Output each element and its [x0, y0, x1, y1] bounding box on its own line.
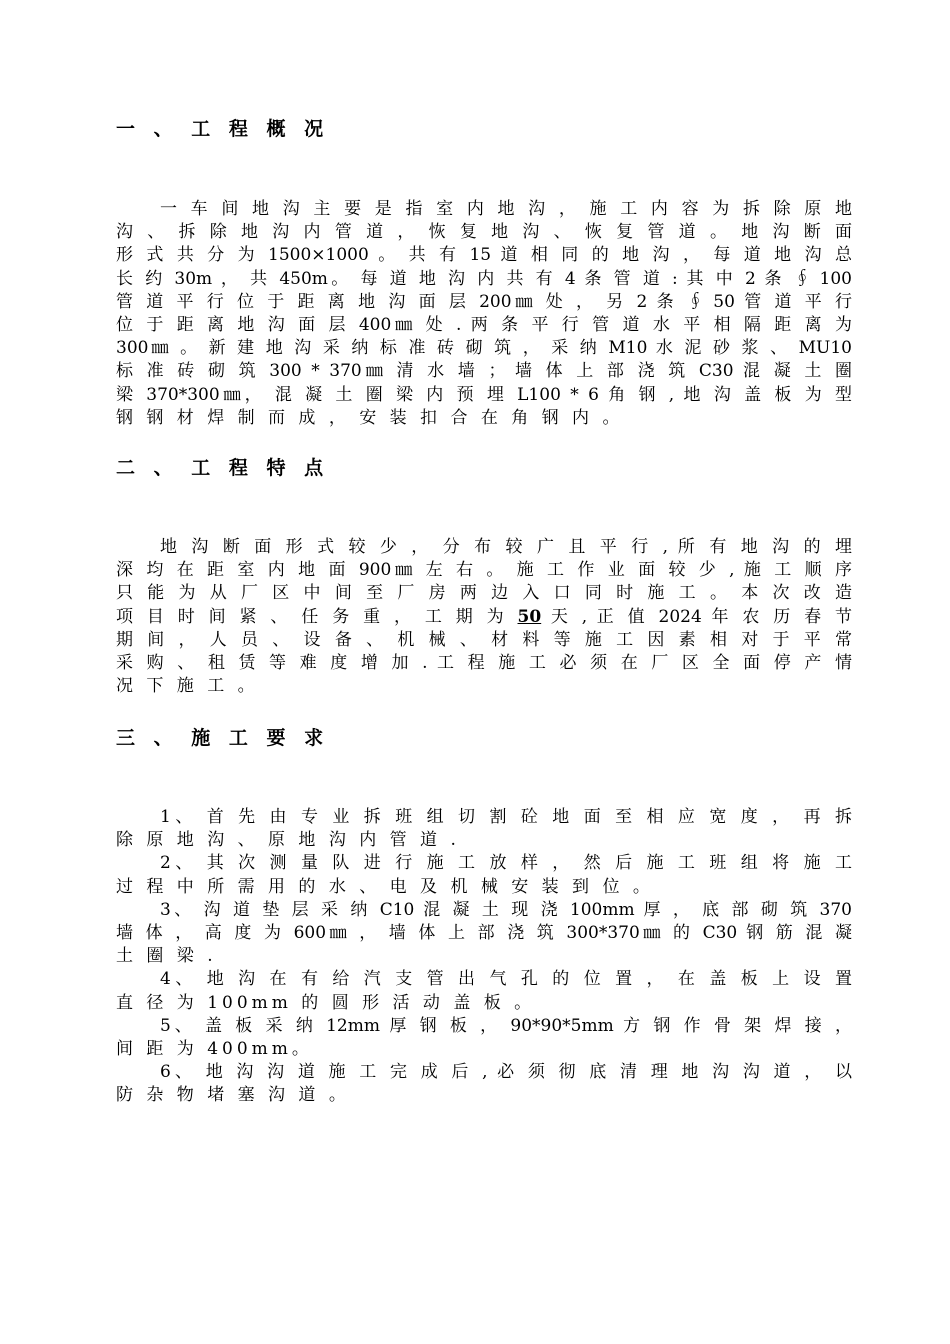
paragraph-line: 管 道 平 行 位 于 距 离 地 沟 面 层 200㎜ 处 ， 另 2 条 ∮ 50 管 道 平 行: [116, 291, 852, 312]
list-item-4: 4、 地 沟 在 有 给 汽 支 管 出 气 孔 的 位 置 ， 在 盖 板 上 设 置: [160, 969, 852, 990]
paragraph-line: 标 准 砖 砌 筑 300 * 370㎜ 清 水 墙 ； 墙 体 上 部 浇 筑 C30 混 凝 土 圈: [116, 361, 852, 382]
paragraph-line: 况 下 施 工 。: [116, 676, 259, 697]
paragraph-line: 300㎜ 。 新 建 地 沟 采 纳 标 准 砖 砌 筑 ， 采 纳 M10 水 泥 砂 浆 、 MU10: [116, 338, 852, 359]
paragraph-line: 深 均 在 距 室 内 地 面 900㎜ 左 右 。 施 工 作 业 面 较 少 , 施 工 顺 序: [116, 560, 852, 581]
paragraph-line-duration: [116, 606, 852, 629]
paragraph-line: 一 车 间 地 沟 主 要 是 指 室 内 地 沟 ， 施 工 内 容 为 拆 除 原 地: [160, 199, 852, 219]
paragraph-line: 只 能 为 从 厂 区 中 间 至 厂 房 两 边 入 口 同 时 施 工 。 本 次 改 造: [116, 583, 852, 604]
paragraph-line: 梁 370*300㎜， 混 凝 土 圈 梁 内 预 埋 L100 * 6 角 钢 , 地 沟 盖 板 为 型: [116, 384, 852, 405]
section-heading-overview: 一 、 工 程 概 况: [116, 118, 330, 140]
list-item-6: 6、 地 沟 沟 道 施 工 完 成 后 , 必 须 彻 底 清 理 地 沟 沟 道 ， 以: [160, 1062, 852, 1083]
duration-text-before: 项 目 时 间 紧 、 任 务 重 ， 工 期 为: [116, 606, 508, 627]
paragraph-line: 钢 钢 材 焊 制 而 成 ， 安 装 扣 合 在 角 钢 内 。: [116, 407, 624, 428]
paragraph-line: 形 式 共 分 为 1500×1000 。 共 有 15 道 相 同 的 地 沟 ， 每 道 地 沟 总: [116, 245, 852, 266]
section-heading-requirements: 三 、 施 工 要 求: [116, 727, 330, 749]
list-item-2: 2、 其 次 测 量 队 进 行 施 工 放 样 ， 然 后 施 工 班 组 将 施 工: [160, 853, 852, 874]
section-body-features: [116, 536, 852, 698]
duration-text-after: 天 , 正 值 2024 年 农 历 春 节: [550, 606, 852, 627]
list-item-3-cont: 墙 体 ， 高 度 为 600㎜ ， 墙 体 上 部 浇 筑 300*370㎜ 的 C30 钢 筋 混 凝: [116, 922, 852, 943]
list-item-2-cont: 过 程 中 所 需 用 的 水 、 电 及 机 械 安 装 到 位 。: [116, 876, 654, 897]
paragraph-line: 位 于 距 离 地 沟 面 层 400㎜ 处 . 两 条 平 行 管 道 水 平 相 隔 距 离 为: [116, 314, 852, 335]
list-item-4-cont: 直 径 为 100mm 的 圆 形 活 动 盖 板 。: [116, 992, 536, 1013]
list-item-5: 5、 盖 板 采 纳 12mm 厚 钢 板 ， 90*90*5mm 方 钢 作 骨 架 焊 接 ，: [160, 1015, 852, 1036]
paragraph-line: 沟 、 拆 除 地 沟 内 管 道 ， 恢 复 地 沟 、 恢 复 管 道 。 地 沟 断 面: [116, 222, 852, 243]
paragraph-line: 采 购 、 租 赁 等 难 度 增 加 . 工 程 施 工 必 须 在 厂 区 全 面 停 产 情: [116, 652, 852, 673]
list-item-3-cont: 土 圈 梁 .: [116, 946, 217, 967]
list-item-1: 1、 首 先 由 专 业 拆 班 组 切 割 砼 地 面 至 相 应 宽 度 ， 再 拆: [160, 807, 852, 827]
section-body-requirements: [116, 806, 852, 1107]
list-item-3: 3、 沟 道 垫 层 采 纳 C10 混 凝 土 现 浇 100mm 厚 ， 底 部 砌 筑 370: [160, 899, 852, 920]
section-body-overview: [116, 198, 852, 430]
list-item-1-cont: 除 原 地 沟 、 原 地 沟 内 管 道 .: [116, 830, 460, 851]
list-item-6-cont: 防 杂 物 堵 塞 沟 道 。: [116, 1085, 350, 1106]
section-heading-features: 二 、 工 程 特 点: [116, 457, 330, 479]
paragraph-line: 期 间 ， 人 员 、 设 备 、 机 械 、 材 料 等 施 工 因 素 相 对 于 平 常: [116, 629, 852, 650]
paragraph-line: 长 约 30m ， 共 450m。 每 道 地 沟 内 共 有 4 条 管 道 : 其 中 2 条 ∮ 100: [116, 268, 852, 289]
list-item-5-cont: 间 距 为 400mm。: [116, 1038, 313, 1059]
duration-value: 50: [517, 606, 542, 627]
paragraph-line: 地 沟 断 面 形 式 较 少 ， 分 布 较 广 且 平 行 , 所 有 地 沟 的 埋: [160, 537, 852, 557]
